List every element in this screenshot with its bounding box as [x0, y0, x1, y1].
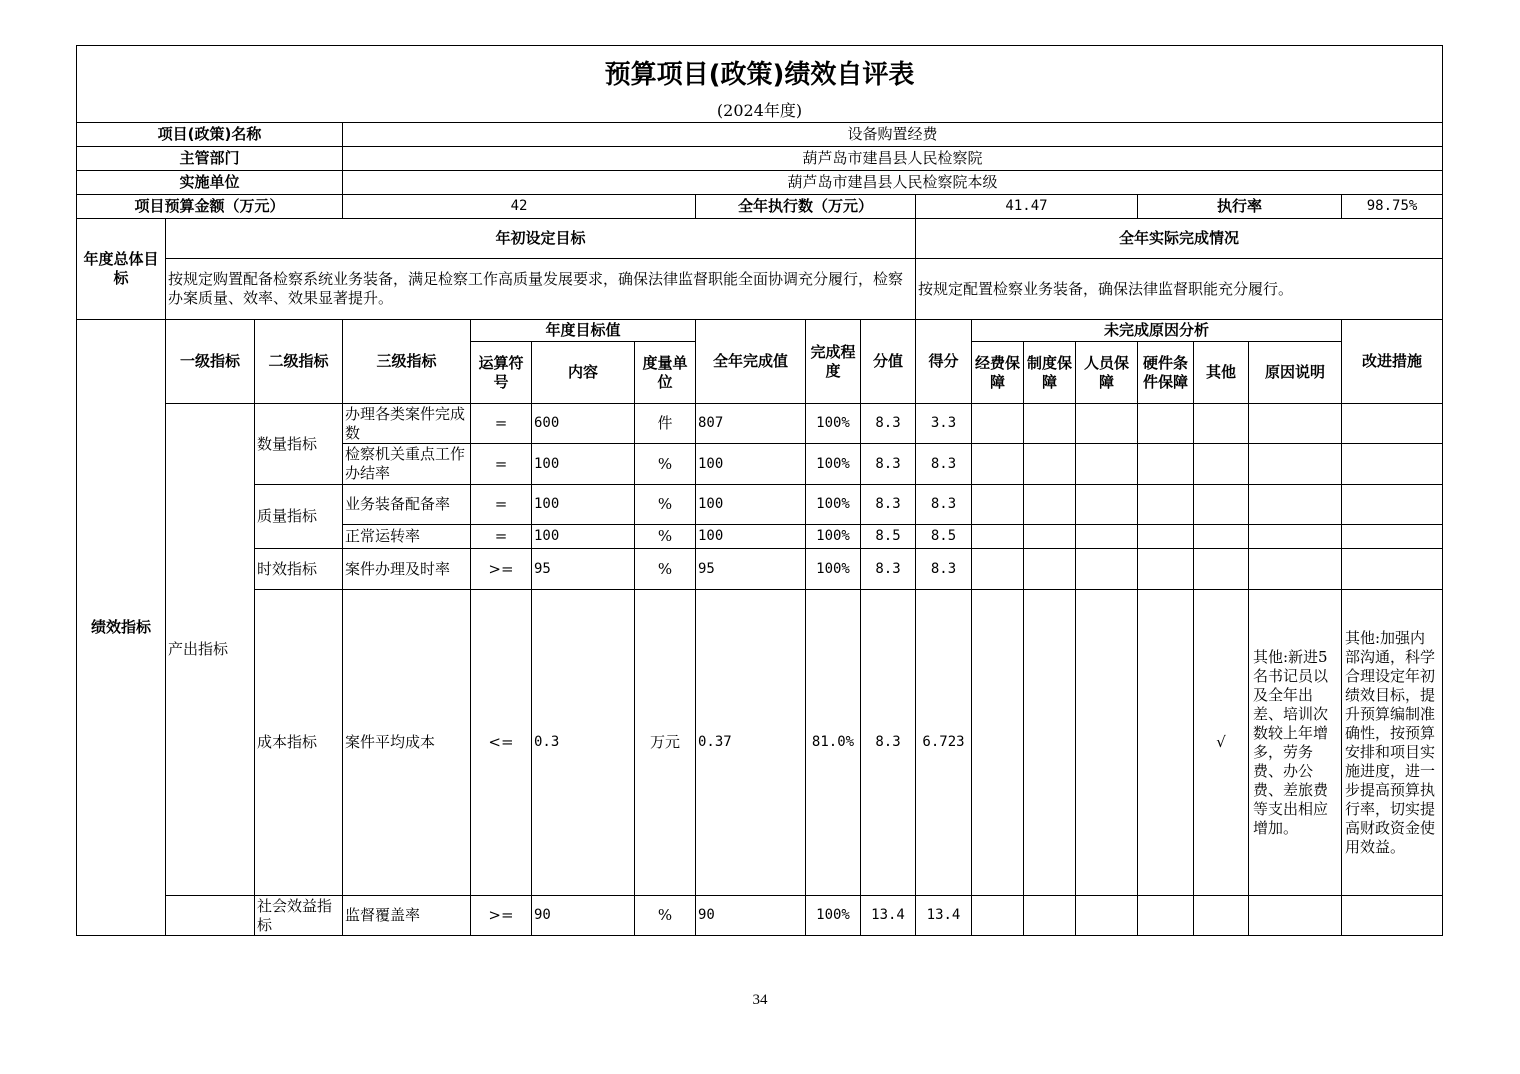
- target-content: 95: [532, 549, 635, 590]
- score-value: 3.3: [916, 404, 972, 444]
- operator-cell: <=: [471, 590, 532, 896]
- weight-value: 8.3: [861, 404, 916, 444]
- evaluation-table: [76, 45, 1443, 936]
- reason-explanation: 其他:新进5名书记员以及全年出差、培训次数较上年增多，劳务费、办公费、差旅费等支出相应增加。: [1249, 590, 1342, 896]
- rate-label: 执行率: [1138, 195, 1342, 219]
- score-value: 8.3: [916, 549, 972, 590]
- indicator-name: 办理各类案件完成数: [343, 404, 471, 444]
- budget-value: 42: [343, 195, 696, 219]
- performance-label: 绩效指标: [77, 320, 166, 936]
- target-content: 100: [532, 444, 635, 485]
- weight-value: 8.3: [861, 444, 916, 485]
- group-social: 社会效益指标: [255, 896, 343, 936]
- group-time: 时效指标: [255, 549, 343, 590]
- table-row: [77, 590, 1443, 896]
- actual-goal-header: 全年实际完成情况: [916, 219, 1443, 259]
- actual-goal-text: 按规定配置检察业务装备，确保法律监督职能充分履行。: [916, 259, 1443, 320]
- group-quality: 质量指标: [255, 485, 343, 549]
- execution-label: 全年执行数（万元）: [696, 195, 916, 219]
- set-goal-text: 按规定购置配备检察系统业务装备，满足检察工作高质量发展要求，确保法律监督职能全面协调充分履行，检察办案质量、效率、效果显著提升。: [166, 259, 916, 320]
- actual-value: 100: [696, 444, 806, 485]
- unit-value: 葫芦岛市建昌县人民检察院本级: [343, 171, 1443, 195]
- weight-value: 8.3: [861, 485, 916, 525]
- header-weight: 分值: [861, 320, 916, 404]
- execution-value: 41.47: [916, 195, 1138, 219]
- header-reason-system: 制度保障: [1024, 342, 1076, 404]
- page-title: 预算项目(政策)绩效自评表: [77, 46, 1443, 99]
- actual-value: 95: [696, 549, 806, 590]
- project-name-value: 设备购置经费: [343, 123, 1443, 147]
- department-label: 主管部门: [77, 147, 343, 171]
- target-content: 90: [532, 896, 635, 936]
- indicator-name: 案件平均成本: [343, 590, 471, 896]
- score-value: 8.3: [916, 444, 972, 485]
- score-value: 6.723: [916, 590, 972, 896]
- evaluation-sheet: [76, 45, 1442, 936]
- other-reason-check-icon: √: [1194, 590, 1249, 896]
- target-content: 100: [532, 485, 635, 525]
- target-unit: 件: [635, 404, 696, 444]
- indicator-name: 监督覆盖率: [343, 896, 471, 936]
- table-row: [77, 404, 1443, 444]
- actual-value: 90: [696, 896, 806, 936]
- target-content: 100: [532, 525, 635, 549]
- degree-value: 100%: [806, 485, 861, 525]
- table-row: [77, 896, 1443, 936]
- score-value: 8.3: [916, 485, 972, 525]
- project-name-label: 项目(政策)名称: [77, 123, 343, 147]
- operator-cell: =: [471, 404, 532, 444]
- group-cost: 成本指标: [255, 590, 343, 896]
- table-row: [77, 485, 1443, 525]
- header-reason-hardware: 硬件条件保障: [1138, 342, 1194, 404]
- set-goal-header: 年初设定目标: [166, 219, 916, 259]
- rate-value: 98.75%: [1342, 195, 1443, 219]
- degree-value: 100%: [806, 549, 861, 590]
- degree-value: 81.0%: [806, 590, 861, 896]
- actual-value: 807: [696, 404, 806, 444]
- weight-value: 8.3: [861, 590, 916, 896]
- header-degree: 完成程度: [806, 320, 861, 404]
- header-measure: 改进措施: [1342, 320, 1443, 404]
- indicator-name: 检察机关重点工作办结率: [343, 444, 471, 485]
- degree-value: 100%: [806, 404, 861, 444]
- target-unit: %: [635, 896, 696, 936]
- header-level3: 三级指标: [343, 320, 471, 404]
- degree-value: 100%: [806, 444, 861, 485]
- header-unit: 度量单位: [635, 342, 696, 404]
- operator-cell: =: [471, 444, 532, 485]
- header-content: 内容: [532, 342, 635, 404]
- target-unit: %: [635, 525, 696, 549]
- actual-value: 100: [696, 485, 806, 525]
- operator-cell: =: [471, 485, 532, 525]
- target-unit: %: [635, 444, 696, 485]
- header-actual: 全年完成值: [696, 320, 806, 404]
- table-row: [77, 549, 1443, 590]
- effect-indicator-cell: [166, 896, 255, 936]
- target-unit: %: [635, 549, 696, 590]
- weight-value: 8.5: [861, 525, 916, 549]
- header-reason-funding: 经费保障: [972, 342, 1024, 404]
- indicator-name: 正常运转率: [343, 525, 471, 549]
- operator-cell: >=: [471, 549, 532, 590]
- annual-goal-label: 年度总体目标: [77, 219, 166, 320]
- target-unit: %: [635, 485, 696, 525]
- header-reason-other: 其他: [1194, 342, 1249, 404]
- header-level2: 二级指标: [255, 320, 343, 404]
- header-reason-explanation: 原因说明: [1249, 342, 1342, 404]
- operator-cell: =: [471, 525, 532, 549]
- operator-cell: >=: [471, 896, 532, 936]
- weight-value: 13.4: [861, 896, 916, 936]
- group-quantity: 数量指标: [255, 404, 343, 485]
- target-content: 0.3: [532, 590, 635, 896]
- indicator-name: 业务装备配备率: [343, 485, 471, 525]
- year-label: (2024年度): [77, 98, 1443, 123]
- header-score: 得分: [916, 320, 972, 404]
- header-reason-staff: 人员保障: [1076, 342, 1138, 404]
- page-number: 34: [752, 992, 768, 1008]
- department-value: 葫芦岛市建昌县人民检察院: [343, 147, 1443, 171]
- target-content: 600: [532, 404, 635, 444]
- degree-value: 100%: [806, 525, 861, 549]
- actual-value: 100: [696, 525, 806, 549]
- unit-label: 实施单位: [77, 171, 343, 195]
- budget-label: 项目预算金额（万元）: [77, 195, 343, 219]
- output-indicator-label: 产出指标: [166, 404, 255, 896]
- header-reason-group: 未完成原因分析: [972, 320, 1342, 342]
- header-target-group: 年度目标值: [471, 320, 696, 342]
- score-value: 13.4: [916, 896, 972, 936]
- improvement-measure: 其他:加强内部沟通，科学合理设定年初绩效目标，提升预算编制准确性，按预算安排和项目实施进度，进一步提高预算执行率，切实提高财政资金使用效益。: [1342, 590, 1443, 896]
- target-unit: 万元: [635, 590, 696, 896]
- indicator-name: 案件办理及时率: [343, 549, 471, 590]
- actual-value: 0.37: [696, 590, 806, 896]
- weight-value: 8.3: [861, 549, 916, 590]
- header-level1: 一级指标: [166, 320, 255, 404]
- degree-value: 100%: [806, 896, 861, 936]
- score-value: 8.5: [916, 525, 972, 549]
- header-operator: 运算符号: [471, 342, 532, 404]
